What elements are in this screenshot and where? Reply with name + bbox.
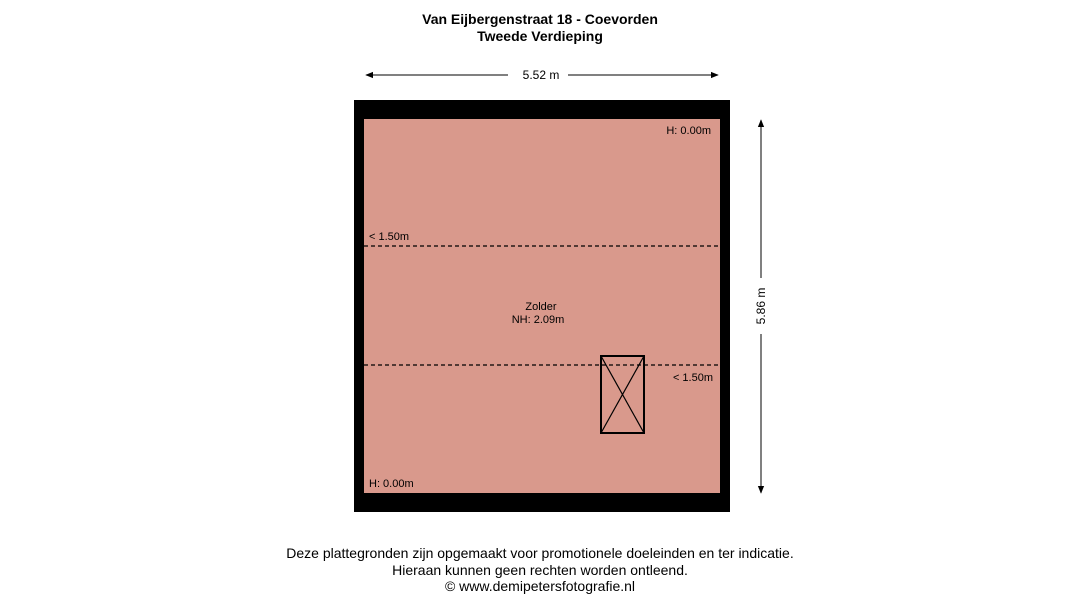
copyright-line: © www.demipetersfotografie.nl [444,578,636,594]
depth-dimension [754,120,768,493]
slope-label-top: < 1.50m [369,231,410,243]
disclaimer-line-2: Hieraan kunnen geen rechten worden ontleend. [392,562,688,578]
room-net-height: NH: 2.09m [511,314,565,326]
height-label-top-right: H: 0.00m [666,125,711,137]
floor-name: Tweede Verdieping [477,28,603,44]
width-dimension-label: 5.52 m [522,68,560,82]
depth-dimension-label: 5.86 m [754,287,768,325]
disclaimer-line-1: Deze plattegronden zijn opgemaakt voor promotionele doeleinden en ter indicatie. [286,545,794,561]
slope-label-bottom: < 1.50m [672,372,713,384]
height-label-bottom-left: H: 0.00m [369,478,414,490]
width-dimension [366,68,718,82]
plan-title: Van Eijbergenstraat 18 - Coevorden [422,11,658,27]
room-name: Zolder [525,301,557,313]
